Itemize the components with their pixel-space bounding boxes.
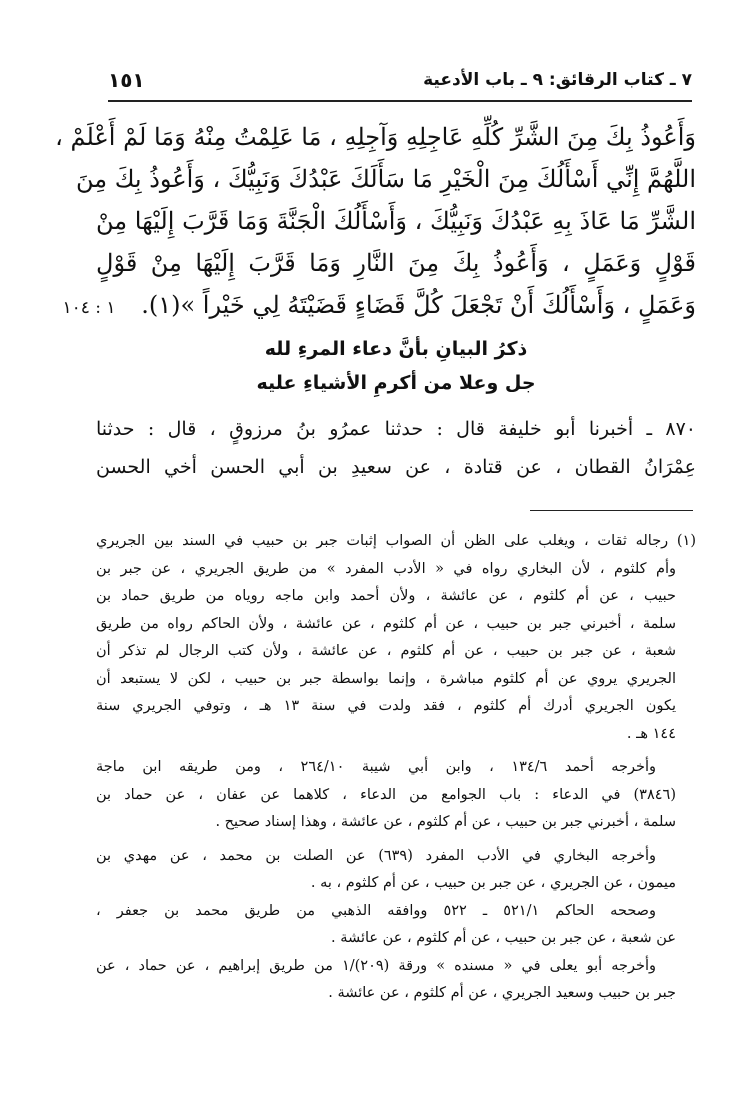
- footnote-separator: [530, 510, 693, 511]
- footnote-line: وصححه الحاكم ٥٢١/١ ـ ٥٢٢ ووافقه الذهبي من طريق محمد بن جعفر ،: [96, 902, 656, 919]
- hadith-line: الشَّرِّ مَا عَاذَ بِهِ عَبْدُكَ وَنَبِيُّكَ ، وَأَسْأَلُكَ الْجَنَّةَ وَمَا قَرَّبَ إِلَيْهَا مِنْ: [96, 207, 696, 235]
- section-title-line-1: ذكرُ البيانِ بأنَّ دعاء المرءِ لله: [264, 338, 528, 360]
- footnote-line: وأخرجه البخاري في الأدب المفرد (٦٣٩) عن الصلت بن محمد ، عن مهدي بن: [96, 847, 656, 864]
- isnad-line: عِمْرَانُ القطان ، عن قتادة ، عن سعيدِ بن أبي الحسن أخي الحسن: [96, 456, 696, 478]
- page-number: ١٥١: [108, 68, 145, 92]
- footnote-line: ميمون ، عن الجريري ، عن جبر بن حبيب ، عن أم كلثوم ، به .: [310, 875, 676, 891]
- footnote-line: عن شعبة ، عن جبر بن حبيب ، عن أم كلثوم ، عن عائشة .: [331, 930, 676, 946]
- hadith-line-text: وَعَمَلٍ ، وَأَسْأَلُكَ أَنْ تَجْعَلَ كُلَّ قَضَاءٍ قَضَيْتَهُ لِي خَيْراً »(١).: [141, 291, 696, 319]
- hadith-line: قَوْلٍ وَعَمَلٍ ، وَأَعُوذُ بِكَ مِنَ النَّارِ وَمَا قَرَّبَ إِلَيْهَا مِنْ قَوْلٍ: [96, 249, 696, 277]
- header-rule: [108, 100, 692, 102]
- footnote-line: حبيب ، عن أم كلثوم ، عن عائشة ، ولأن أحمد وابن ماجه روياه من طريق حماد بن: [96, 588, 676, 604]
- footnote-line: سلمة ، أخبرني جبر بن حبيب ، عن أم كلثوم ، عن عائشة ، وهذا إسناد صحيح .: [215, 814, 676, 830]
- footnote-line: سلمة ، أخبرني جبر بن حبيب ، عن أم كلثوم ، عن عائشة ، ولأن الحاكم رواه من طريق: [96, 615, 676, 632]
- footnote-line: (٣٨٤٦) في الدعاء : باب الجوامع من الدعاء ، كلاهما عن عفان ، عن حماد بن: [96, 786, 676, 803]
- footnote-line: وأم كلثوم ، لأن البخاري رواه في « الأدب المفرد » من طريق الجريري ، عن جبر بن: [96, 560, 676, 577]
- running-title: ٧ ـ كتاب الرقائق: ٩ ـ باب الأدعية: [423, 70, 692, 90]
- hadith-line: وَأَعُوذُ بِكَ مِنَ الشَّرِّ كُلِّهِ عَاجِلِهِ وَآجِلِهِ ، مَا عَلِمْتُ مِنْهُ وَمَا لَمْ أَعْلَمْ ،: [55, 123, 696, 151]
- footnote-line: شعبة ، عن جبر بن حبيب ، عن أم كلثوم ، عن عائشة ، ولأن كتب الرجال لم تذكر أن: [96, 643, 676, 659]
- isnad-line: ٨٧٠ ـ أخبرنا أبو خليفة قال : حدثنا عمرُو بنُ مرزوقٍ ، قال : حدثنا: [96, 418, 696, 440]
- footnote-line: وأخرجه أبو يعلى في « مسنده » ورقة (٢٠٩)/١ من طريق إبراهيم ، عن حماد ، عن: [96, 957, 656, 974]
- footnote-line: جبر بن حبيب وسعيد الجريري ، عن أم كلثوم ، عن عائشة .: [328, 985, 676, 1001]
- page-header: [108, 66, 692, 96]
- footnote-line: (١) رجاله ثقات ، ويغلب على الظن أن الصواب إثبات جبر بن حبيب في السند بين الجريري: [96, 533, 696, 549]
- footnotes: [96, 528, 696, 1008]
- hadith-line-last: [62, 284, 696, 326]
- isnad-text: [96, 410, 696, 486]
- footnote-line: يكون الجريري أدرك أم كلثوم ، فقد ولدت في سنة ١٣ هـ ، وتوفي الجريري سنة: [96, 698, 676, 714]
- hadith-text: [55, 116, 696, 326]
- footnote-line: الجريري يروي عن أم كلثوم مباشرة ، وإنما بواسطة جبر بن حبيب ، لكن لا يستبعد أن: [96, 670, 676, 687]
- section-title-line-2: جل وعلا من أكرمِ الأشياءِ عليه: [256, 372, 536, 394]
- volume-page-reference: ١ : ١٠٤: [62, 298, 116, 318]
- footnote-line: وأخرجه أحمد ١٣٤/٦ ، وابن أبي شيبة ٢٦٤/١٠ ، ومن طريقه ابن ماجة: [96, 759, 657, 775]
- hadith-line: اللَّهُمَّ إِنِّي أَسْأَلُكَ مِنَ الْخَيْرِ مَا سَأَلَكَ عَبْدُكَ وَنَبِيُّكَ ، وَأَعُوذُ بِكَ مِنَ: [75, 165, 696, 193]
- footnote-line: ١٤٤ هـ .: [626, 725, 676, 742]
